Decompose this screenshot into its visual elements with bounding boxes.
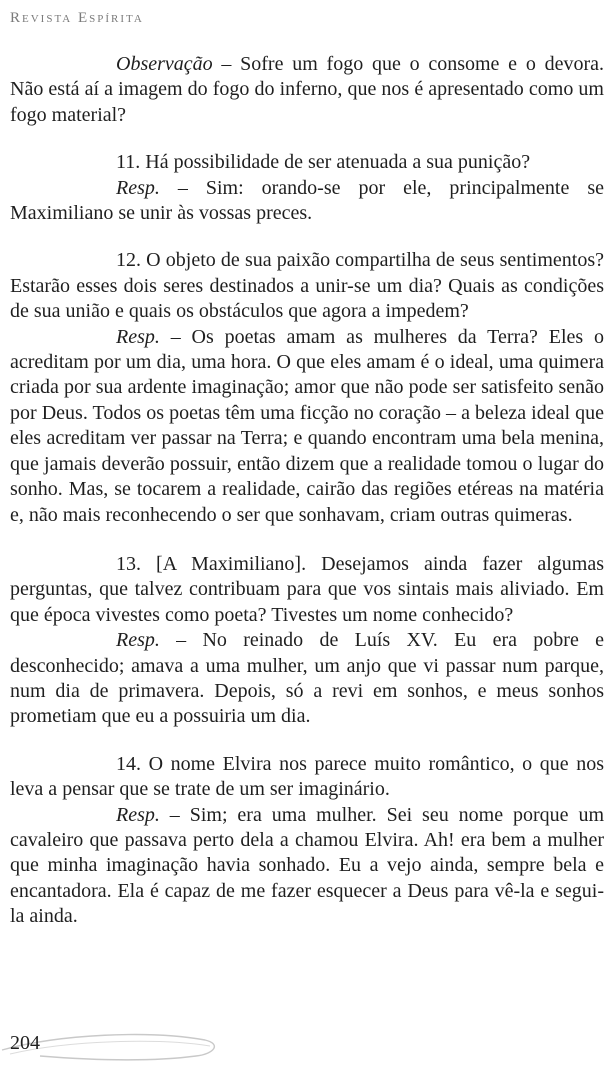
paragraph-text: – No reinado de Luís XV. Eu era pobre e desconhecido; amava a uma mulher, um anjo que vi passar num parque, num dia de primavera. Depois, só a revi em sonhos, e meus sonhos prometiam que eu a possuiria um dia. [10,629,604,728]
paragraph-text: 14. O nome Elvira nos parece muito romântico, o que nos leva a pensar que se trate de um ser imaginário. [10,752,604,801]
answer-12 [10,325,604,528]
paragraph-lead: Resp. [116,325,160,348]
answer-14 [10,803,604,930]
paragraph-text: – Sofre um fogo que o consome e o devora. Não está aí a imagem do fogo do inferno, que nos é apresentado como um fogo material? [10,53,604,126]
body-text [10,52,604,930]
answer-11 [10,176,604,227]
paragraph-text: – Os poetas amam as mulheres da Terra? Eles o acreditam por um dia, uma hora. O que eles amam é o ideal, uma quimera criada por sua ardente imaginação; amor que não pode ser satisfeito senão por Deus. Todos os poetas têm uma ficção no coração – a beleza ideal que eles acreditam ver passar na Terra; e quando encontram uma bela menina, que jamais deverão possuir, então dizem que a realidade tomou o lugar do sonho. Mas, se tocarem a realidade, cairão das regiões etéreas na matéria e, não mais reconhecendo o ser que sonhavam, criam outras quimeras. [10,325,604,526]
question-12 [10,248,604,324]
paragraph-lead: Resp. [116,803,160,826]
paragraph-observacao [10,52,604,128]
page-number: 204 [10,1032,40,1054]
running-head: Revista Espírita [10,10,144,26]
paragraph-text: – Sim: orando-se por ele, principalmente se Maximiliano se unir às vossas preces. [10,176,604,225]
question-11 [10,150,604,175]
paragraph-lead: Resp. [116,629,160,652]
question-13 [10,552,604,628]
paragraph-lead: Resp. [116,176,160,199]
paragraph-lead: Observação [116,53,213,75]
paragraph-text: – Sim; era uma mulher. Sei seu nome porque um cavaleiro que passava perto dela a chamou Elvira. Ah! era bem a mulher que minha imaginação havia sonhado. Eu a vejo ainda, sempre bela e encantadora. Ela é capaz de me fazer esquecer a Deus para vê-la e segui-la ainda. [10,803,604,928]
paragraph-text: 13. [A Maximiliano]. Desejamos ainda fazer algumas perguntas, que talvez contribuam para que vos sintais mais aliviado. Em que época vivestes como poeta? Tivestes um nome conhecido? [10,552,604,626]
paragraph-text: 11. Há possibilidade de ser atenuada a sua punição? [116,151,531,174]
answer-13 [10,628,604,730]
paragraph-text: 12. O objeto de sua paixão compartilha de seus sentimentos? Estarão esses dois seres destinados a unir-se um dia? Quais as condições de sua união e quais os obstáculos que agora a impedem? [10,249,604,323]
question-14 [10,752,604,803]
